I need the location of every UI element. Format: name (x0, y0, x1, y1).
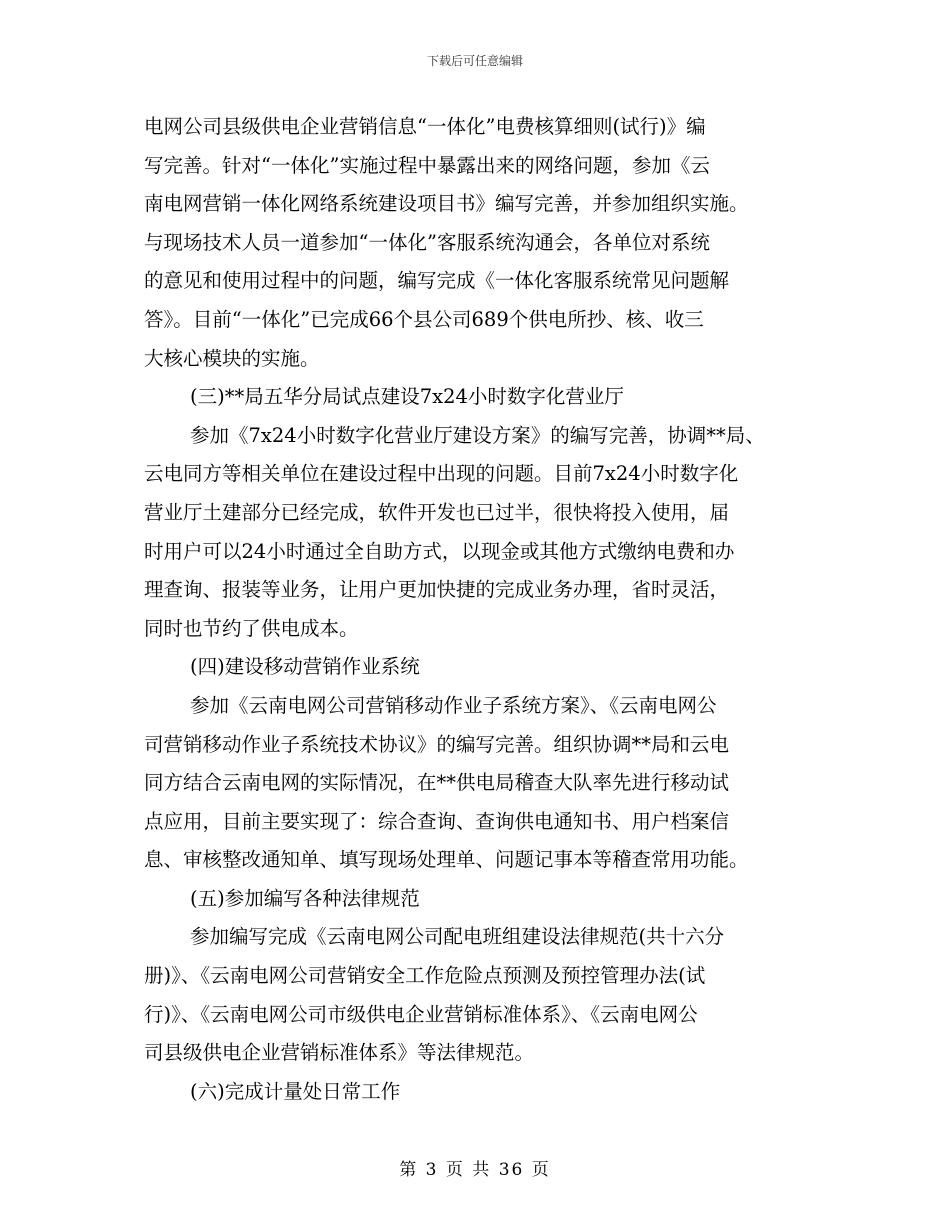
text-line: 时用户可以24小时通过全自助方式，以现金或其他方式缴纳电费和办 (144, 539, 735, 563)
page-number: 第 3 页 共 36 页 (399, 1160, 551, 1180)
text-line: 参加《7x24小时数字化营业厅建设方案》的编写完善，协调**局、 (190, 423, 765, 447)
section-heading: (四)建设移动营销作业系统 (190, 655, 420, 679)
text-line: 理查询、报装等业务，让用户更加快捷的完成业务办理，省时灵活， (144, 578, 730, 602)
text-line: 的意见和使用过程中的问题，编写完成《一体化客服系统常见问题解 (144, 269, 730, 293)
text-line: 与现场技术人员一道参加“一体化”客服系统沟通会，各单位对系统 (144, 230, 710, 254)
text-line: 营业厅土建部分已经完成，软件开发也已过半，很快将投入使用，届 (144, 500, 730, 524)
text-line: 答》。目前“一体化”已完成66个县公司689个供电所抄、核、收三 (144, 307, 704, 331)
section-heading: (五)参加编写各种法律规范 (190, 886, 420, 910)
text-line: 南电网营销一体化网络系统建设项目书》编写完善，并参加组织实施。 (144, 192, 749, 216)
section-heading: (六)完成计量处日常工作 (190, 1079, 401, 1103)
document-body (144, 108, 814, 1111)
text-line: 写完善。针对“一体化”实施过程中暴露出来的网络问题，参加《云 (144, 153, 710, 177)
text-line: 同时也节约了供电成本。 (144, 616, 359, 640)
text-line: 同方结合云南电网的实际情况，在**供电局稽查大队率先进行移动试 (144, 771, 730, 795)
section-heading: (三)**局五华分局试点建设7x24小时数字化营业厅 (190, 385, 624, 409)
text-line: 行)》、《云南电网公司市级供电企业营销标准体系》、《云南电网公 (144, 1002, 698, 1026)
text-line: 参加《云南电网公司营销移动作业子系统方案》、《云南电网公 (190, 693, 717, 717)
text-line: 册)》、《云南电网公司营销安全工作危险点预测及预控管理办法(试 (144, 964, 706, 988)
text-line: 息、审核整改通知单、填写现场处理单、问题记事本等稽查常用功能。 (144, 848, 749, 872)
text-line: 司县级供电企业营销标准体系》等法律规范。 (144, 1041, 535, 1065)
text-line: 云电同方等相关单位在建设过程中出现的问题。目前7x24小时数字化 (144, 462, 739, 486)
text-line: 参加编写完成《云南电网公司配电班组建设法律规范(共十六分 (190, 925, 725, 949)
text-line: 电网公司县级供电企业营销信息“一体化”电费核算细则(试行)》编 (144, 115, 706, 138)
text-line: 大核心模块的实施。 (144, 346, 320, 370)
page-header: 下载后可任意编辑 (426, 54, 523, 68)
text-line: 司营销移动作业子系统技术协议》的编写完善。组织协调**局和云电 (144, 732, 730, 756)
text-line: 点应用，目前主要实现了：综合查询、查询供电通知书、用户档案信 (144, 809, 730, 833)
